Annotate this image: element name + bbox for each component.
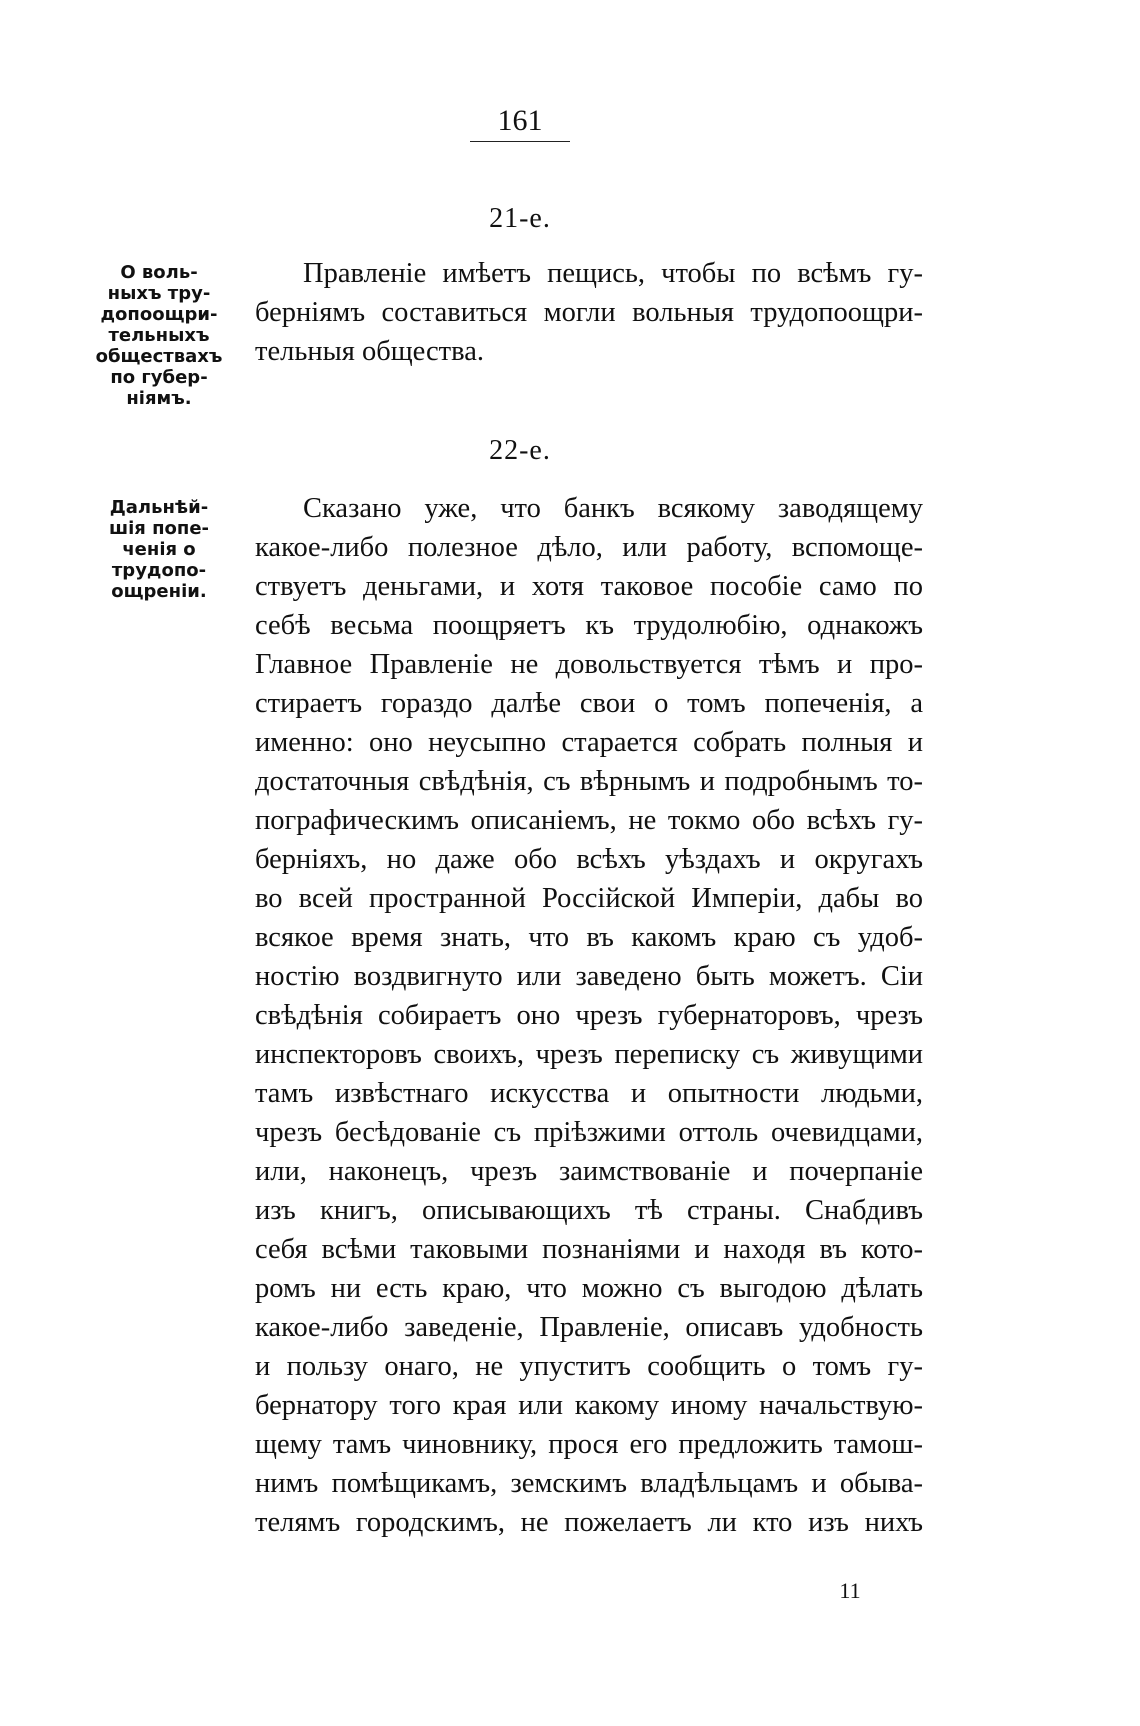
sidenote-line: трудопо-: [111, 560, 207, 581]
text-line: какое-либо заведеніе, Правленіе, описавъ удобность: [255, 1312, 923, 1343]
text-line: именно: оно неусыпно старается собрать полныя и: [255, 727, 923, 758]
text-line: Правленіе имѣетъ пещись, чтобы по всѣмъ гу-: [303, 258, 923, 289]
text-line: свѣдѣнія собираетъ оно чрезъ губернаторовъ, чрезъ: [255, 1000, 923, 1031]
text-line: ствуетъ деньгами, и хотя таковое пособіе само по: [255, 571, 923, 602]
sidenote-line: по губер-: [110, 367, 208, 388]
sidenote-line: О воль-: [120, 262, 198, 283]
text-line: щему тамъ чиновнику, прося его предложить тамош-: [255, 1429, 923, 1460]
section-21-body: [255, 254, 923, 371]
text-line: стираетъ гораздо далѣе свои о томъ попеченія, а: [255, 688, 923, 719]
text-line: во всей пространной Россійской Имперіи, дабы во: [255, 883, 923, 914]
text-line: чрезъ бесѣдованіе съ пріѣзжими оттоль очевидцами,: [255, 1117, 923, 1148]
text-line: телямъ городскимъ, не пожелаетъ ли кто изъ нихъ: [255, 1507, 923, 1538]
text-line: достаточныя свѣдѣнія, съ вѣрнымъ и подробнымъ то-: [255, 766, 923, 797]
text-line: тамъ извѣстнаго искусства и опытности людьми,: [255, 1078, 923, 1109]
text-line: бернатору того края или какому иному начальствую-: [255, 1390, 923, 1421]
text-line: и пользу онаго, не упуститъ сообщить о томъ гу-: [255, 1351, 923, 1382]
sidenote-line: допоощри-: [100, 304, 218, 325]
text-line: пографическимъ описаніемъ, не токмо обо всѣхъ гу-: [255, 805, 923, 836]
text-line: ромъ ни есть краю, что можно съ выгодою дѣлать: [255, 1273, 923, 1304]
sidenote-line: обществахъ: [95, 346, 223, 367]
sidenote-line: тельныхъ: [108, 325, 210, 346]
signature-mark: 11: [839, 1578, 861, 1603]
sidenote-line: ніямъ.: [126, 388, 192, 409]
text-line: Главное Правленіе не довольствуется тѣмъ и про-: [255, 649, 923, 680]
text-line: себѣ весьма поощряетъ къ трудолюбію, однакожъ: [255, 610, 923, 641]
text-line: тельныя общества.: [255, 336, 484, 367]
text-line: или, наконецъ, чрезъ заимствованіе и почерпаніе: [255, 1156, 923, 1187]
text-line: инспекторовъ своихъ, чрезъ переписку съ живущими: [255, 1039, 923, 1070]
section-heading-22: 22-е.: [489, 435, 551, 466]
sidenote-line: Дальнѣй-: [109, 497, 209, 518]
sidenote-21: [84, 262, 234, 409]
sidenote-line: ченія о: [122, 539, 196, 560]
text-line: берніямъ составиться могли вольныя трудопоощри-: [255, 297, 923, 328]
sidenote-line: шія попе-: [108, 518, 210, 539]
page-number-rule: [470, 141, 570, 142]
text-line: изъ книгъ, описывающихъ тѣ страны. Снабдивъ: [255, 1195, 923, 1226]
sidenote-line: ныхъ тру-: [107, 283, 211, 304]
page-number: 161: [497, 104, 543, 137]
text-line: ностію воздвигнуто или заведено быть можетъ. Сіи: [255, 961, 923, 992]
section-22-body: [255, 489, 923, 1542]
text-line: нимъ помѣщикамъ, земскимъ владѣльцамъ и обыва-: [255, 1468, 923, 1499]
text-line: Сказано уже, что банкъ всякому заводящему: [303, 493, 923, 524]
text-line: всякое время знать, что въ какомъ краю съ удоб-: [255, 922, 923, 953]
text-line: берніяхъ, но даже обо всѣхъ уѣздахъ и округахъ: [255, 844, 923, 875]
sidenote-line: ощреніи.: [111, 581, 207, 602]
section-heading-21: 21-е.: [489, 203, 551, 234]
text-line: себя всѣми таковыми познаніями и находя въ кото-: [255, 1234, 923, 1265]
sidenote-22: [84, 497, 234, 602]
text-line: какое-либо полезное дѣло, или работу, вспомоще-: [255, 532, 923, 563]
